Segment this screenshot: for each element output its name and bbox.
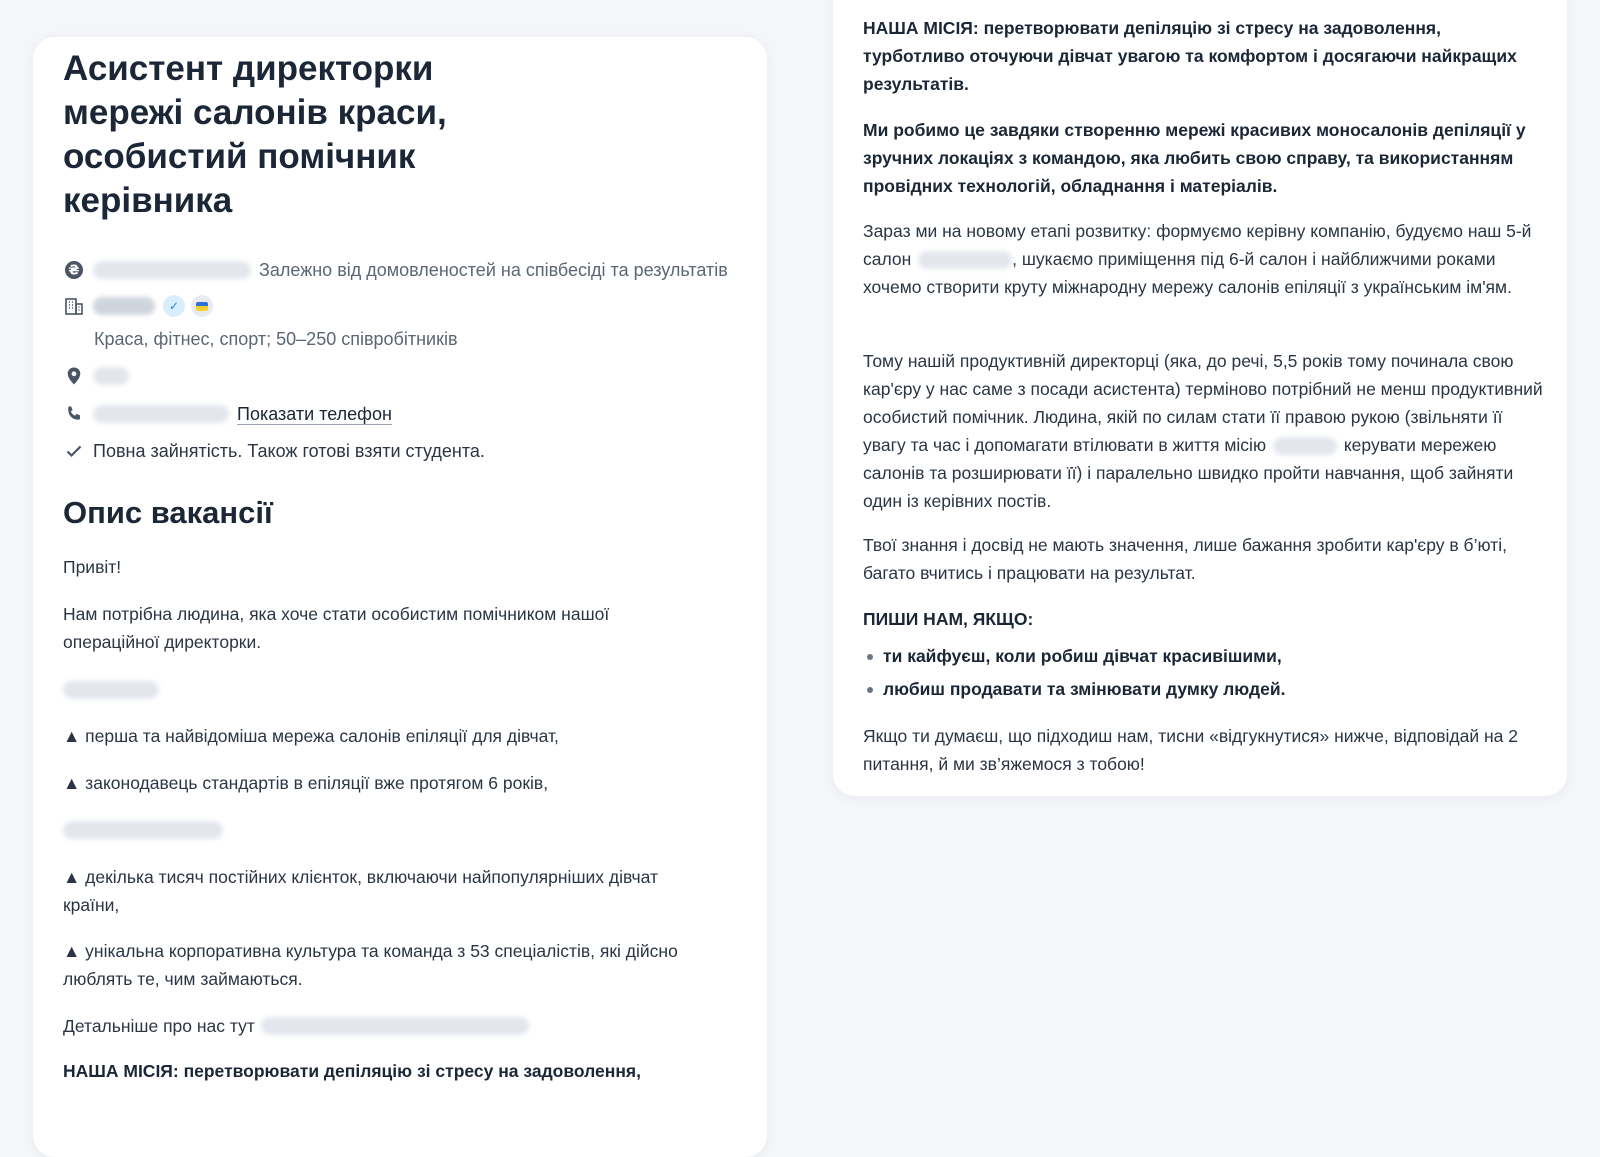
blurred-mission [1273, 437, 1337, 455]
hryvnia-icon [63, 259, 85, 281]
knowledge-text: Твої знання і досвід не мають значення, лише бажання зробити кар'єру в б’юті, багато вчитись і працювати на результат. [863, 535, 1507, 583]
salary-blurred [93, 261, 251, 279]
verified-check-icon: ✓ [163, 295, 185, 317]
company-info [94, 329, 458, 350]
company-info-text: Краса, фітнес, спорт; 50–250 співробітників [94, 329, 458, 349]
need-text-a: Тому нашій продуктивній директорці (яка, до речі, 5,5 років тому починала свою кар'єру у нас саме з посади асистента) терміново потрібний не менш продуктивний особистий помічник. Людина, якій по силам стати її правою рукою (звільняти її увагу та час і допомагати втілювати в життя місію [863, 351, 1543, 455]
employment-row [63, 440, 485, 462]
point-1: ▲ перша та найвідоміша мережа салонів епіляції для дівчат, [63, 726, 559, 746]
company-name-blurred[interactable] [93, 297, 155, 315]
greeting: Привіт! [63, 557, 122, 577]
mission-partial: НАША МІСІЯ: перетворювати депіляцію зі стресу на задоволення, [63, 1061, 641, 1081]
blurred-salon [918, 251, 1012, 269]
list-item: ти кайфуєш, коли робиш дівчат красивішими, [863, 642, 1285, 675]
requirements-list [863, 642, 1285, 708]
more-about-label: Детальніше про нас тут [63, 1016, 255, 1036]
salary-row [63, 259, 728, 281]
stage-text-a: Зараз ми на новому етапі розвитку: формуємо керівну компанію, будуємо наш 5-й салон [863, 221, 1532, 269]
description-heading: Опис вакансії [63, 495, 273, 530]
location-row [63, 365, 137, 387]
point-2: ▲ законодавець стандартів в епіляції вже протягом 6 років, [63, 773, 549, 793]
point-3: ▲ декілька тисяч постійних клієнток, включаючи найпопулярніших дівчат країни, [63, 867, 658, 915]
employment-text: Повна зайнятість. Також готові взяти студента. [93, 440, 485, 461]
closing-text: Якщо ти думаєш, що підходиш нам, тисни «відгукнутися» нижче, відповідай на 2 питання, й ми зв’яжемося з тобою! [863, 726, 1518, 774]
location-blurred [93, 367, 129, 385]
list-item: любиш продавати та змінювати думку людей. [863, 675, 1285, 708]
write-heading: ПИШИ НАМ, ЯКЩО: [863, 609, 1034, 629]
phone-blurred [93, 405, 229, 423]
building-icon [63, 295, 85, 317]
vacancy-card [33, 37, 767, 1157]
more-about-link-blurred[interactable] [261, 1017, 529, 1035]
company-row [63, 295, 219, 317]
stage-text-b: , шукаємо приміщення під 6-й салон і найближчими роками хочемо створити круту міжнародну мережу салонів епіляції з українським ім'ям. [863, 249, 1512, 297]
vacancy-card-continued [833, 0, 1567, 796]
point-4: ▲ унікальна корпоративна культура та команда з 53 спеціалістів, які дійсно люблять те, чим займаються. [63, 941, 678, 989]
stage-text [863, 217, 1543, 301]
location-pin-icon [63, 365, 85, 387]
blurred-brand [63, 681, 159, 699]
phone-icon [63, 403, 85, 425]
show-phone-link[interactable]: Показати телефон [237, 403, 392, 424]
need-text-b: керувати мережею салонів та розширювати її) і паралельно швидко пройти навчання, щоб зайняти один із керівних постів. [863, 435, 1514, 511]
salary-note: Залежно від домовленостей на співбесіді та результатів [259, 259, 728, 280]
more-about-us [63, 1012, 537, 1040]
phone-row [63, 403, 392, 425]
how-text: Ми робимо це завдяки створенню мережі красивих моносалонів депіляції у зручних локаціях з командою, яка любить свою справу, та використанням провідних технологій, обладнання і матеріалів. [863, 120, 1526, 196]
blurred-point [63, 821, 223, 839]
mission-text: НАША МІСІЯ: перетворювати депіляцію зі стресу на задоволення, турботливо оточуючи дівчат увагою та комфортом і досягаючи найкращих результатів. [863, 18, 1517, 94]
svg-text:₴: ₴ [68, 263, 80, 279]
vacancy-title: Асистент директорки мережі салонів краси, особистий помічник керівника [63, 49, 447, 220]
intro-text: Нам потрібна людина, яка хоче стати особистим помічником нашої операційної директорки. [63, 604, 610, 652]
checkmark-icon [63, 440, 85, 462]
need-text [863, 347, 1543, 515]
ukraine-flag-icon [191, 295, 213, 317]
